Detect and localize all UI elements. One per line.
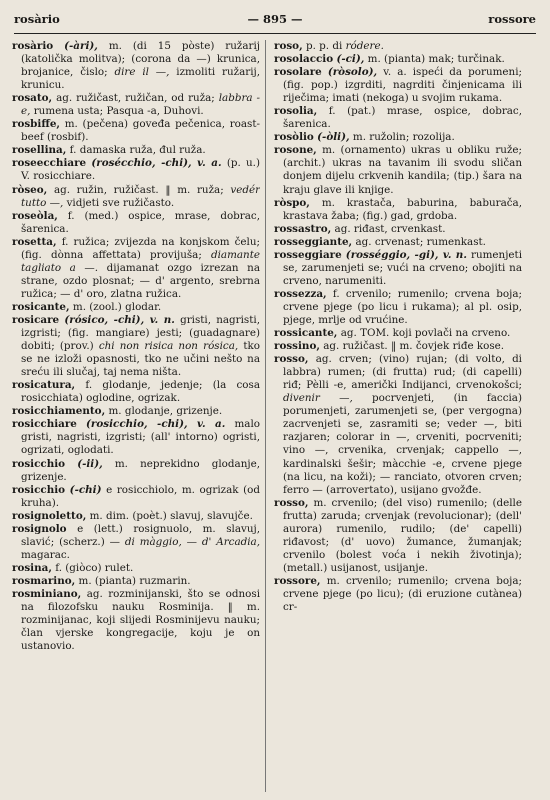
entry-definition-cont: tko se ne izloži opasnosti, tko ne učini nešto na sreću ili slučaj, taj nema ništa.: [21, 340, 260, 379]
entry-headword: rosseggiante,: [274, 235, 353, 248]
entry-definition: m. crvenilo; (del viso) rumenilo; (delle frutta) zaruda; crvenjak (revolucionar); (dell' aurora) rumenilo, rudilo; (de' capelli) riđavost; (d' uovo) žumance, žumanjak; crvenilo (bolest voća i nekih životinja); (metall.) usijanost, usijanje.: [283, 496, 522, 574]
entry-headword: rossicante,: [274, 327, 338, 340]
dictionary-entry: [274, 105, 522, 131]
entry-headword: rossezza,: [274, 287, 327, 300]
entry-definition: e (lett.) rosignuolo, m. slavuj, slavić; (scherz.) —: [21, 522, 260, 548]
entry-headword: rosòlio: [274, 131, 314, 144]
entry-phrase: di màggio, — d' Arcadia,: [124, 535, 260, 548]
dictionary-entry: [12, 144, 260, 157]
entry-headword: rossore,: [274, 574, 321, 587]
entry-headword: rosbiffe,: [12, 118, 61, 131]
dictionary-entry: [12, 575, 260, 588]
entry-headword: rosminiano,: [12, 587, 82, 600]
entry-definition: v. a. ispeći da porumeni; (fig. pop.) izgrditi, nagrditi činjenicama ili riječima; imati (nekoga) u svojim rukama.: [283, 66, 522, 105]
dictionary-entry: [12, 184, 260, 210]
column-divider: [265, 40, 266, 792]
entry-headword: rosicante,: [12, 300, 70, 313]
entry-phrase: vedér tutto —,: [21, 183, 260, 209]
entry-form: (rosicchio, -chi), v. a.: [86, 418, 226, 431]
dictionary-entry: [12, 379, 260, 405]
entry-phrase: dire il —,: [114, 66, 170, 79]
dictionary-entry: [12, 301, 260, 314]
entry-headword: rosàrio: [12, 40, 54, 52]
entry-headword: rosseggiare: [274, 248, 342, 261]
entry-phrase: ródere.: [345, 40, 384, 52]
entry-definition: ag. rozminijanski, što se odnosi na filozofsku nauku Rosminija. ‖ m. rozminijanac, koji slijedi Rosminijevu nauku; član vjerske kongregacije, koju je on ustanovio.: [21, 587, 260, 653]
dictionary-entry: [274, 575, 522, 614]
entry-definition: gristi, nagristi, izgristi; (fig. mangiare) jesti; (guadagnare) dobiti; (prov.): [21, 313, 260, 353]
entry-headword: rosignolo: [12, 522, 67, 535]
entry-form: (-chi): [69, 483, 102, 496]
entry-definition: ag. riđast, crvenkast.: [334, 222, 446, 235]
right-column: [274, 40, 522, 796]
entry-definition: ag. TOM. koji povlači na crveno.: [340, 327, 511, 340]
dictionary-entry: [274, 53, 522, 66]
entry-headword: rosso,: [274, 496, 309, 509]
entry-phrase: diamante tagliato a —.: [21, 248, 260, 274]
dictionary-entry: [274, 249, 522, 288]
dictionary-entry: [274, 236, 522, 249]
entry-headword: rosso,: [274, 353, 309, 366]
entry-phrase: chi non risica non rósica,: [98, 340, 239, 353]
entry-headword: rosina,: [12, 561, 52, 574]
entry-headword: roseecchiare: [12, 157, 87, 170]
entry-definition: m. (pianta) ruzmarin.: [78, 574, 191, 587]
entry-definition: ag. ružičast, ružičan, od ruža;: [56, 92, 215, 105]
dictionary-entry: [274, 340, 522, 353]
dictionary-entry: [12, 314, 260, 379]
entry-definition: m. (ornamento) ukras u obliku ruže; (archit.) ukras na tavanim ili svodu sličan donjem dijelu crkvenih kandila; (tip.) šara na kraju glave ili knjige.: [283, 144, 522, 196]
entry-definition: f. crvenilo; rumenilo; crvena boja; crvene pjege (po licu i rukama); al pl. osip, pjege, mrlje od vrućine.: [283, 287, 522, 326]
header-rule: [14, 33, 536, 34]
entry-definition: m. dim. (poèt.) slavuj, slavujče.: [89, 509, 253, 522]
entry-definition: m. (pianta) mak; turčinak.: [367, 53, 505, 66]
entry-headword: rosignoletto,: [12, 509, 87, 522]
entry-form: (-òli),: [317, 131, 350, 144]
entry-definition: f. (pat.) mrase, ospice, dobrac, šarenica.: [283, 105, 522, 131]
entry-form: (rosécchio, -chi), v. a.: [91, 157, 222, 170]
entry-phrase: divenir —,: [283, 392, 353, 405]
page-number: — 895 —: [247, 12, 303, 26]
entry-headword: roseòla,: [12, 209, 58, 222]
entry-definition: p. p. di: [305, 40, 343, 52]
left-column: [12, 40, 260, 796]
entry-definition-cont: pocrvenjeti, (in faccia) porumenjeti, zarumenjeti se, (per vergogna) zacrvenjeti se, zasramiti se; veder —, biti razjaren; colorar in —, crveniti, pocrveniti; vino —, crvenika, crvenjak; cappello —, kardinalski šešir; màcchie -e, crvene pjege (na licu, na koži); — ranciato, otvoren crven; ferro — (arrovertato), usijano gvožđe.: [283, 392, 522, 496]
dictionary-entry: [12, 562, 260, 575]
dictionary-entry: [12, 157, 260, 183]
entry-headword: rosellina,: [12, 144, 67, 157]
entry-definition: ag. crvenast; rumenkast.: [355, 235, 486, 248]
entry-definition: f. (med.) ospice, mrase, dobrac, šarenica.: [21, 209, 260, 235]
dictionary-entry: [12, 510, 260, 523]
entry-form: (ròsolo),: [327, 66, 378, 79]
dictionary-entry: [12, 458, 260, 484]
dictionary-entry: [12, 210, 260, 236]
entry-headword: rosolia,: [274, 105, 318, 118]
dictionary-entry: [12, 92, 260, 118]
dictionary-entry: [12, 405, 260, 418]
dictionary-entry: [274, 66, 522, 105]
dictionary-entry: [274, 327, 522, 340]
dictionary-entry: [274, 288, 522, 327]
entry-form: (-ci),: [336, 53, 365, 66]
entry-definition: malo gristi, nagristi, izgristi; (all' intorno) ogristi, ogrizati, oglodati.: [21, 418, 260, 457]
entry-definition: ag. ružičast. ‖ m. čovjek riđe kose.: [323, 340, 505, 353]
entry-definition: e rosicchiolo, m. ogrizak (od kruha).: [21, 483, 260, 509]
dictionary-entry: [12, 588, 260, 653]
entry-definition: f. (giòco) rulet.: [55, 561, 134, 574]
entry-headword: rosolaccio: [274, 53, 334, 66]
entry-definition: m. (di 15 pòste) ružarij (katolička molitva); (corona da —) krunica, brojanice, čislo;: [21, 40, 260, 79]
entry-definition-cont: vidjeti sve ružičasto.: [66, 196, 175, 209]
entry-definition: rumenjeti se, zarumenjeti se; vući na crveno; obojiti na crveno, narumeniti.: [283, 248, 522, 287]
entry-definition: m. krastača, baburina, baburača, krastava žaba; (fig.) gad, grdoba.: [283, 196, 522, 222]
entry-headword: roso,: [274, 40, 303, 52]
entry-phrase: labbra -e,: [21, 92, 260, 118]
entry-headword: rosone,: [274, 144, 317, 157]
dictionary-entry: [274, 40, 522, 53]
entry-definition: (p. u.) V. rosicchiare.: [21, 157, 260, 183]
entry-form: (-ii),: [77, 457, 103, 470]
entry-headword: ròspo,: [274, 196, 310, 209]
dictionary-entry: [274, 197, 522, 223]
entry-headword: rossastro,: [274, 222, 332, 235]
entry-definition-cont: dijamanat ozgo izrezan na strane, ozdo plosnat; — d' argento, srebrna ružica; — d' oro, zlatna ružica.: [21, 261, 260, 300]
dictionary-entry: [12, 523, 260, 562]
entry-form: (rosséggio, -gi), v. n.: [345, 248, 467, 261]
entry-definition: ag. crven; (vino) rujan; (di volto, di labbra) rumen; (di frutta) rud; (di capelli) riđ; Pèlli -e, američki Indijanci, crvenokošci;: [283, 353, 522, 392]
entry-headword: ròseo,: [12, 183, 48, 196]
entry-definition-cont: izmoliti ružarij, krunicu.: [21, 66, 260, 92]
entry-definition: f. ružica; zvijezda na konjskom čelu; (fig. dònna affettata) provijuša;: [21, 235, 260, 261]
header-left-guide-word: rosàrio: [14, 12, 60, 26]
entry-definition: m. glodanje, grizenje.: [108, 405, 223, 418]
entry-definition: m. (pečena) goveđa pečenica, roast-beef (rosbif).: [21, 118, 260, 144]
entry-form: (rósico, -chi), v. n.: [64, 313, 175, 326]
dictionary-entry: [12, 118, 260, 144]
entry-definition: ag. ružin, ružičast. ‖ m. ruža;: [53, 183, 224, 196]
entry-definition: m. ružolin; rozolija.: [352, 131, 455, 144]
entry-definition-cont: magarac.: [21, 548, 70, 561]
dictionary-entry: [274, 497, 522, 575]
dictionary-entry: [12, 418, 260, 457]
dictionary-entry: [12, 484, 260, 510]
dictionary-entry: [274, 353, 522, 497]
entry-headword: rossino,: [274, 340, 320, 353]
dictionary-entry: [274, 144, 522, 196]
entry-headword: rosicchiare: [12, 418, 77, 431]
entry-definition: m. neprekidno glodanje, grizenje.: [21, 457, 260, 483]
entry-headword: rosicchio: [12, 457, 66, 470]
entry-definition: m. crvenilo; rumenilo; crvena boja; crvene pjege (po licu); (di eruzione cutànea) cr-: [283, 574, 522, 614]
entry-headword: rosicchiamento,: [12, 405, 106, 418]
entry-headword: rosolare: [274, 66, 322, 79]
entry-definition-cont: rumena usta; Pasqua -a, Duhovi.: [33, 105, 204, 118]
entry-headword: rosetta,: [12, 235, 57, 248]
entry-form: (-àri),: [64, 40, 98, 52]
dictionary-entry: [274, 223, 522, 236]
entry-headword: rosicchio: [12, 483, 66, 496]
dictionary-entry: [274, 131, 522, 144]
page-header: [14, 12, 536, 30]
entry-headword: rosato,: [12, 92, 53, 105]
entry-definition: f. damaska ruža, đul ruža.: [69, 144, 206, 157]
entry-headword: rosicare: [12, 313, 60, 326]
entry-headword: rosicatura,: [12, 379, 76, 392]
entry-definition: f. glodanje, jedenje; (la cosa rosicchiata) oglodine, ogrizak.: [21, 379, 260, 405]
entry-definition: m. (zool.) glodar.: [72, 300, 162, 313]
dictionary-entry: [12, 236, 260, 301]
entry-headword: rosmarino,: [12, 574, 76, 587]
header-right-guide-word: rossore: [488, 12, 536, 26]
dictionary-entry: [12, 40, 260, 92]
